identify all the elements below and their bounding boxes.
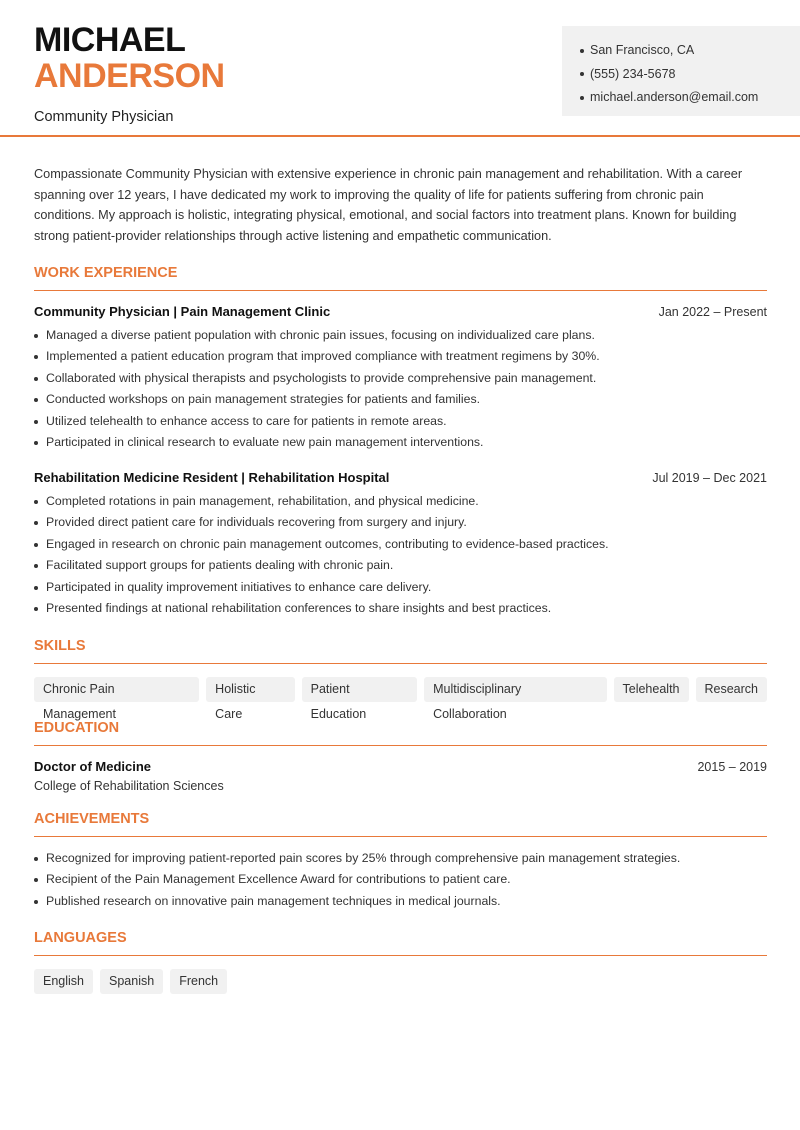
list-item [34, 491, 767, 513]
list-item-text: Participated in quality improvement initiatives to enhance care delivery. [46, 579, 432, 594]
skills-section [34, 637, 767, 721]
list-item-text: Implemented a patient education program that improved compliance with treatment regimens by 30%. [46, 349, 600, 364]
bullet-icon [34, 420, 38, 424]
job-bullets [34, 325, 767, 454]
job-bullets [34, 491, 767, 620]
bullet-icon [34, 377, 38, 381]
bullet-icon [34, 878, 38, 882]
name-block [34, 22, 225, 125]
degree: Doctor of Medicine [34, 758, 152, 774]
language-tag: French [170, 969, 227, 994]
bullet-icon [34, 564, 38, 568]
bullet-icon [34, 398, 38, 402]
section-title-achievements: ACHIEVEMENTS [34, 811, 767, 837]
bullet-icon [34, 586, 38, 590]
list-item-text: Presented findings at national rehabilitation conferences to share insights and best practices. [46, 601, 552, 616]
list-item [34, 389, 767, 411]
job-role: Rehabilitation Medicine Resident | Rehabilitation Hospital [34, 469, 390, 485]
list-item-text: Collaborated with physical therapists and psychologists to provide comprehensive pain management. [46, 370, 597, 385]
resume-header [0, 0, 800, 137]
job-role: Community Physician | Pain Management Clinic [34, 303, 331, 319]
last-name: ANDERSON [34, 57, 225, 95]
bullet-icon [34, 857, 38, 861]
list-item [34, 534, 767, 556]
skill-tag: Patient Education [302, 677, 417, 702]
bullet-icon [580, 49, 584, 53]
skill-tags [34, 677, 767, 721]
list-item-text: Conducted workshops on pain management strategies for patients and families. [46, 392, 481, 407]
first-name: MICHAEL [34, 21, 186, 59]
job-dates: Jan 2022 – Present [658, 304, 767, 319]
skill-tag: Research [696, 677, 768, 702]
language-tags [34, 969, 767, 994]
contact-email-text[interactable]: michael.anderson@email.com [590, 90, 759, 104]
list-item [34, 848, 767, 870]
summary: Compassionate Community Physician with extensive experience in chronic pain management and rehabilitation. With a career spanning over 12 years, I have dedicated my work to improving the quality of life for patients suffering from chronic pain conditions. My approach is holistic, integrating physical, emotional, and social factors into treatment plans. Known for building strong patient-provider relationships through active listening and empathetic communication. [34, 167, 743, 244]
job-title: Community Physician [34, 109, 174, 125]
list-item-text: Participated in clinical research to evaluate new pain management interventions. [46, 435, 484, 450]
job-entry [34, 470, 767, 620]
list-item [34, 411, 767, 433]
skill-tag: Holistic Care [206, 677, 294, 702]
bullet-icon [34, 500, 38, 504]
school: College of Rehabilitation Sciences [34, 778, 224, 793]
list-item [34, 598, 767, 620]
work-experience-section [34, 265, 767, 620]
list-item [34, 432, 767, 454]
education-section [34, 720, 767, 793]
contact-location [580, 39, 782, 63]
list-item [34, 325, 767, 347]
section-title-languages: LANGUAGES [34, 930, 767, 956]
section-title-work: WORK EXPERIENCE [34, 265, 767, 291]
contact-phone-text: (555) 234-5678 [590, 66, 676, 81]
language-tag: English [34, 969, 93, 994]
list-item-text: Provided direct patient care for individuals recovering from surgery and injury. [46, 515, 467, 530]
job-dates: Jul 2019 – Dec 2021 [652, 470, 767, 485]
list-item [34, 512, 767, 534]
list-item [34, 869, 767, 891]
list-item-text: Completed rotations in pain management, rehabilitation, and physical medicine. [46, 493, 479, 508]
bullet-icon [34, 441, 38, 445]
list-item-text: Recipient of the Pain Management Excellence Award for contributions to patient care. [46, 872, 511, 887]
languages-section [34, 930, 767, 994]
bullet-icon [34, 900, 38, 904]
section-title-education: EDUCATION [34, 720, 767, 746]
list-item [34, 346, 767, 368]
contact-location-text: San Francisco, CA [590, 43, 695, 57]
achievement-list [34, 848, 767, 913]
resume-body [34, 164, 767, 994]
bullet-icon [580, 72, 584, 76]
education-entry [34, 759, 767, 793]
list-item-text: Utilized telehealth to enhance access to care for patients in remote areas. [46, 413, 447, 428]
list-item [34, 368, 767, 390]
bullet-icon [34, 355, 38, 359]
bullet-icon [34, 543, 38, 547]
bullet-icon [34, 607, 38, 611]
contact-phone [580, 63, 782, 87]
list-item [34, 891, 767, 913]
list-item-text: Managed a diverse patient population with chronic pain issues, focusing on individualized care plans. [46, 327, 595, 342]
job-entry [34, 304, 767, 454]
bullet-icon [34, 334, 38, 338]
list-item-text: Recognized for improving patient-reported pain scores by 25% through comprehensive pain management strategies. [46, 850, 681, 865]
achievements-section [34, 811, 767, 913]
list-item [34, 555, 767, 577]
list-item-text: Published research on innovative pain management techniques in medical journals. [46, 893, 501, 908]
list-item [34, 577, 767, 599]
list-item-text: Facilitated support groups for patients dealing with chronic pain. [46, 558, 394, 573]
contact-email [580, 86, 782, 110]
contact-box [562, 26, 800, 116]
section-title-skills: SKILLS [34, 638, 767, 664]
list-item-text: Engaged in research on chronic pain management outcomes, contributing to evidence-based practices. [46, 536, 609, 551]
skill-tag: Telehealth [614, 677, 689, 702]
bullet-icon [34, 521, 38, 525]
bullet-icon [580, 96, 584, 100]
skill-tag: Multidisciplinary Collaboration [424, 677, 606, 702]
education-dates: 2015 – 2019 [697, 759, 767, 774]
skill-tag: Chronic Pain Management [34, 677, 199, 702]
language-tag: Spanish [100, 969, 163, 994]
